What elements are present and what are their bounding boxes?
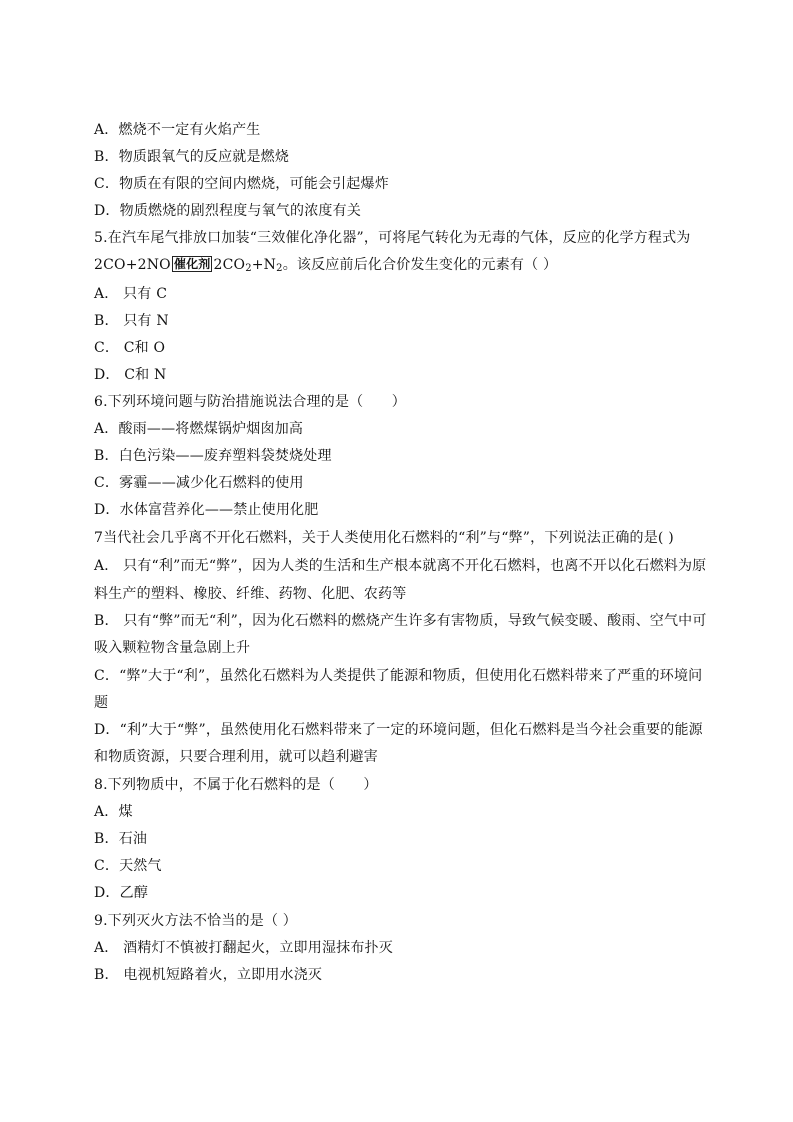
q6-stem: 6.下列环境问题与防治措施说法合理的是（ ） [94,394,406,410]
q7-option-b-line2: 吸入颗粒物含量急剧上升 [94,640,251,656]
q6-option-a: A．酸雨——将燃煤锅炉烟囱加高 [94,421,304,437]
q5-stem: 5.在汽车尾气排放口加装“三效催化净化器”，可将尾气转化为无毒的气体，反应的化学方程式为 [94,230,691,246]
q9-option-b: B． 电视机短路着火，立即用水浇灭 [94,967,323,983]
q7-option-a-line1: A． 只有“利”而无“弊”，因为人类的生活和生产根本就离不开化石燃料，也离不开以化石燃料为原 [94,558,707,574]
q8-option-d: D．乙醇 [94,885,149,901]
q5-option-c: C． C和 O [94,340,166,356]
q7-option-c-line1: C．“弊”大于“利”，虽然化石燃料为人类提供了能源和物质，但使用化石燃料带来了严重的环境问 [94,668,703,684]
q5-eq-tail: 。该反应前后化合价发生变化的元素有（ ） [282,257,558,273]
q5-eq-sub-a: 2 [245,263,252,274]
q7-option-d-line2: 和物质资源，只要合理利用，就可以趋利避害 [94,749,378,765]
q7-option-a-line2: 料生产的塑料、橡胶、纤维、药物、化肥、农药等 [94,586,407,602]
q5-option-b: B． 只有 N [94,313,169,329]
q8-stem: 8.下列物质中，不属于化石燃料的是（ ） [94,777,378,793]
q8-option-c: C．天然气 [94,858,162,874]
q5-eq-left: 2CO+2NO [94,257,171,273]
q6-option-d: D．水体富营养化——禁止使用化肥 [94,502,319,518]
q4-option-d: D．物质燃烧的剧烈程度与氧气的浓度有关 [94,203,362,219]
q9-option-a: A． 酒精灯不慎被打翻起火，立即用湿抹布扑灭 [94,940,393,956]
q7-option-d-line1: D．“利”大于“弊”，虽然使用化石燃料带来了一定的环境问题，但化石燃料是当今社会重要的能源 [94,722,703,738]
q6-option-b: B．白色污染——废弃塑料袋焚烧处理 [94,448,332,464]
q5-eq-right-a: 2CO [213,257,246,273]
q4-option-a: A．燃烧不一定有火焰产生 [94,122,261,138]
q5-option-a: A． 只有 C [94,286,168,302]
q5-eq-right-b: +N [251,257,277,273]
q9-stem: 9.下列灭火方法不恰当的是（ ） [94,913,298,929]
q6-option-c: C．雾霾——减少化石燃料的使用 [94,475,304,491]
q5-catalyst-label: 催化剂 [173,257,211,271]
q5-option-d: D． C和 N [94,367,167,383]
q7-stem: 7当代社会几乎离不开化石燃料，关于人类使用化石燃料的“利”与“弊”，下列说法正确的是( ) [94,530,674,546]
q4-option-c: C．物质在有限的空间内燃烧，可能会引起爆炸 [94,176,389,192]
q5-eq-sub-b: 2 [276,263,283,274]
q7-option-b-line1: B． 只有“弊”而无“利”，因为化石燃料的燃烧产生许多有害物质，导致气候变暖、酸雨、空气中可 [94,613,707,629]
q8-option-a: A．煤 [94,804,133,820]
q8-option-b: B．石油 [94,831,148,847]
q5-equation [94,256,714,278]
q4-option-b: B．物质跟氧气的反应就是燃烧 [94,149,290,165]
q7-option-c-line2: 题 [94,695,109,711]
